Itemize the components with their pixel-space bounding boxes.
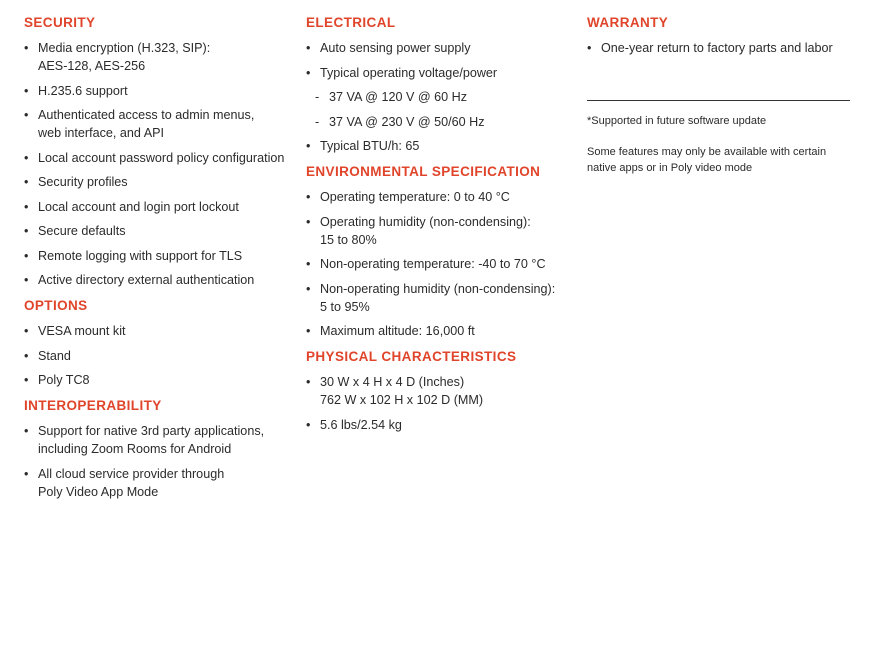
sub-list-item <box>306 113 571 131</box>
bullet-marker: • <box>306 139 311 153</box>
bullet-marker: • <box>306 65 311 80</box>
bullet-marker: • <box>24 248 29 263</box>
interoperability-heading: INTEROPERABILITY <box>24 398 162 413</box>
dash-marker: - <box>315 114 320 129</box>
bullet-marker: • <box>24 83 29 98</box>
bullet-marker: • <box>306 214 311 229</box>
physical-heading: PHYSICAL CHARACTERISTICS <box>306 349 517 364</box>
list-item <box>306 416 571 434</box>
list-item-text: Operating temperature: 0 to 40 °C <box>320 190 510 204</box>
warranty-list <box>587 39 852 57</box>
warranty-section <box>587 14 852 57</box>
list-item-text: AES-128, AES-256 <box>38 59 146 73</box>
bullet-marker: • <box>306 190 311 204</box>
bullet-marker: • <box>24 273 29 287</box>
column-right <box>587 14 852 191</box>
bullet-marker: • <box>306 375 311 389</box>
list-item-text: One-year return to factory parts and labor <box>601 41 833 55</box>
list-item-text: Secure defaults <box>38 224 126 238</box>
list-item <box>306 373 571 409</box>
list-item <box>24 322 294 340</box>
options-section <box>24 297 294 389</box>
environmental-section <box>306 163 571 340</box>
environmental-heading: ENVIRONMENTAL SPECIFICATION <box>306 164 541 179</box>
bullet-marker: • <box>24 150 29 165</box>
footnote-feature-availability: Some features may only be available with certain native apps or in Poly video mode <box>587 146 827 174</box>
electrical-section <box>306 14 571 155</box>
list-item-text: 762 W x 102 H x 102 D (MM) <box>320 393 484 407</box>
list-item-text: including Zoom Rooms for Android <box>38 442 232 456</box>
list-item-text: Non-operating temperature: -40 to 70 °C <box>320 257 546 271</box>
list-item-text: Typical operating voltage/power <box>320 65 498 80</box>
dash-marker: - <box>315 90 320 104</box>
options-list <box>24 322 294 389</box>
list-item-text: Active directory external authentication <box>38 273 255 287</box>
list-item <box>24 347 294 365</box>
list-item <box>24 173 294 191</box>
list-item <box>306 39 571 57</box>
list-item <box>306 188 571 206</box>
list-item-text: Support for native 3rd party applications, <box>38 424 265 438</box>
list-item-text: Poly TC8 <box>38 373 90 387</box>
bullet-marker: • <box>24 175 29 189</box>
list-item <box>24 149 294 167</box>
list-item <box>24 247 294 265</box>
list-item-text: web interface, and API <box>38 126 165 140</box>
list-item-text: Local account password policy configuration <box>38 150 285 165</box>
warranty-heading: WARRANTY <box>587 15 669 30</box>
list-item-text: Security profiles <box>38 175 128 189</box>
list-item-text: 5.6 lbs/2.54 kg <box>320 417 402 432</box>
list-item-text: All cloud service provider through <box>38 466 225 481</box>
list-item <box>24 422 294 458</box>
list-item <box>24 465 294 501</box>
bullet-marker: • <box>587 41 592 55</box>
options-heading: OPTIONS <box>24 298 88 313</box>
bullet-marker: • <box>24 41 29 55</box>
bullet-marker: • <box>306 417 311 432</box>
list-item-text: 30 W x 4 H x 4 D (Inches) <box>320 375 465 389</box>
list-item-text: Non-operating humidity (non-condensing): <box>320 281 556 296</box>
list-item-text: Typical BTU/h: 65 <box>320 139 420 153</box>
column-middle <box>306 14 571 442</box>
list-item <box>24 106 294 142</box>
list-item-text: Stand <box>38 348 71 363</box>
electrical-heading: ELECTRICAL <box>306 15 396 30</box>
list-item-text: 5 to 95% <box>320 299 370 314</box>
list-item <box>24 371 294 389</box>
footnote-divider <box>587 100 850 101</box>
list-item-text: Auto sensing power supply <box>320 41 471 55</box>
list-item <box>306 213 571 249</box>
interoperability-section <box>24 397 294 501</box>
list-item <box>587 39 852 57</box>
list-item <box>24 39 294 75</box>
list-item-text: Local account and login port lockout <box>38 199 239 214</box>
environmental-list <box>306 188 571 340</box>
bullet-marker: • <box>24 373 29 387</box>
security-list <box>24 39 294 289</box>
interoperability-list <box>24 422 294 501</box>
bullet-marker: • <box>24 424 29 438</box>
list-item <box>306 64 571 82</box>
list-item <box>24 222 294 240</box>
bullet-marker: • <box>24 224 29 238</box>
bullet-marker: • <box>306 41 311 55</box>
list-item <box>24 82 294 100</box>
sub-list-item <box>306 88 571 106</box>
list-item-text: 15 to 80% <box>320 232 377 247</box>
physical-section <box>306 348 571 434</box>
list-item <box>306 137 571 155</box>
list-item-text: Authenticated access to admin menus, <box>38 108 255 122</box>
bullet-marker: • <box>24 324 29 338</box>
physical-list <box>306 373 571 434</box>
security-section <box>24 14 294 289</box>
list-item-text: Media encryption (H.323, SIP): <box>38 41 211 55</box>
list-item-text: VESA mount kit <box>38 324 126 338</box>
bullet-marker: • <box>24 466 29 481</box>
list-item-text: Remote logging with support for TLS <box>38 248 243 263</box>
footnote-future-update: *Supported in future software update <box>587 115 767 127</box>
column-left <box>24 14 294 509</box>
list-item <box>24 271 294 289</box>
list-item-text: Operating humidity (non-condensing): <box>320 214 531 229</box>
security-heading: SECURITY <box>24 15 96 30</box>
bullet-marker: • <box>306 281 311 296</box>
bullet-marker: • <box>24 348 29 363</box>
bullet-marker: • <box>24 199 29 214</box>
list-item <box>306 280 571 316</box>
list-item <box>24 198 294 216</box>
bullet-marker: • <box>306 324 311 338</box>
electrical-list <box>306 39 571 155</box>
list-item <box>306 322 571 340</box>
list-item <box>306 255 571 273</box>
list-item-text: Poly Video App Mode <box>38 484 159 499</box>
list-item-text: H.235.6 support <box>38 83 128 98</box>
list-item-text: 37 VA @ 120 V @ 60 Hz <box>329 90 468 104</box>
bullet-marker: • <box>24 108 29 122</box>
bullet-marker: • <box>306 257 311 271</box>
list-item-text: 37 VA @ 230 V @ 50/60 Hz <box>329 114 485 129</box>
list-item-text: Maximum altitude: 16,000 ft <box>320 324 475 338</box>
